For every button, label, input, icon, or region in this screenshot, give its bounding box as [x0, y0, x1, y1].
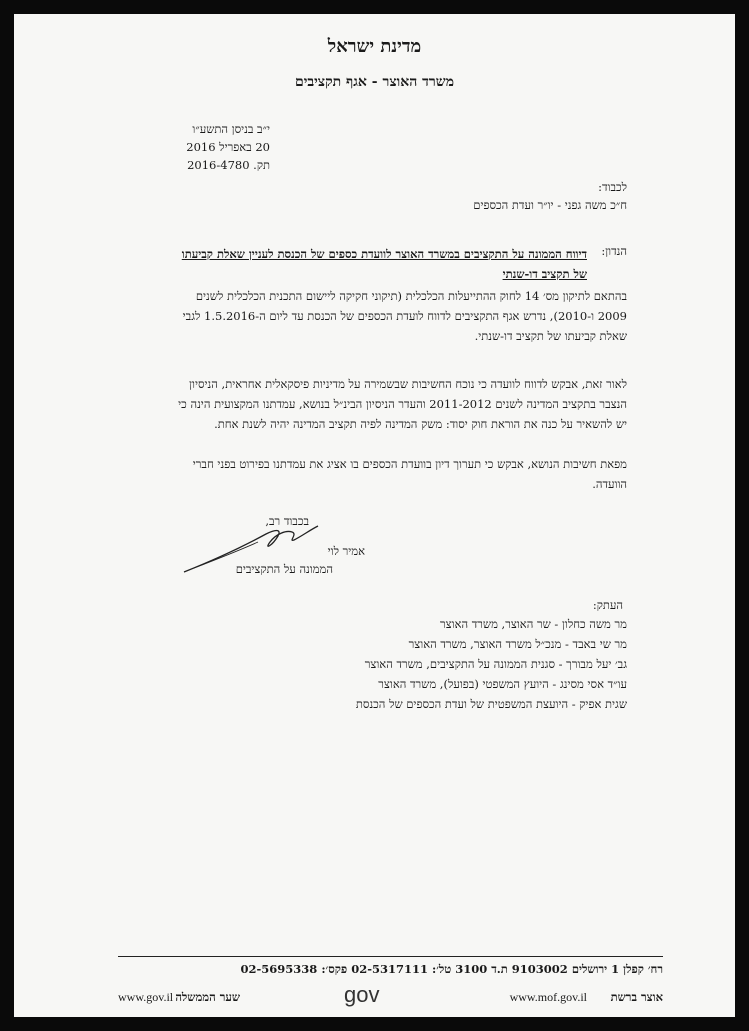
cc-item: מר משה כחלון - שר האוצר, משרד האוצר — [439, 617, 627, 631]
paragraph-1-line: בהתאם לתיקון מס׳ 14 לחוק ההתייעלות הכלכלית (תיקוני חקיקה ליישום התכנית הכלכלית לשנים — [195, 289, 627, 303]
paragraph-1 — [183, 286, 627, 346]
signer-name: אמיר לוי — [327, 544, 365, 558]
paragraph-2-line: לאור זאת, אבקש לדווח לוועדה כי נוכח החשיבות שבשמירה על מדיניות פיסקאלית אחראית, הניסיון — [189, 377, 627, 391]
paragraph-2 — [178, 374, 627, 434]
gregorian-date: 20 באפריל 2016 — [186, 140, 270, 154]
cc-item: מר שי באבד - מנכ״ל משרד האוצר, משרד האוצר — [408, 637, 627, 651]
paragraph-3-line: הוועדה. — [592, 477, 627, 491]
cc-list — [356, 614, 627, 714]
reference-number: תק. 2016-4780 — [187, 158, 270, 172]
subject-label: הנדון: — [601, 244, 627, 258]
letter-page — [14, 14, 735, 1017]
closing: בכבוד רב, — [265, 514, 309, 528]
paragraph-2-line: הנצבר בתקציב המדינה לשנים 2011-2012 והעדר הניסיון הבינ״ל בנושא, עמדתנו המקצועית הינה כי — [178, 397, 627, 411]
recipient-name: ח״כ משה גפני - יו״ר ועדת הכספים — [473, 198, 627, 212]
to-label: לכבוד: — [598, 180, 627, 194]
treasury-label: אוצר ברשת — [610, 990, 663, 1004]
paragraph-1-line: 2009 ו-2010), נדרש אגף התקציבים לדווח לועדת הכספים של הכנסת עד ליום ה-1.5.2016 לגבי — [182, 309, 627, 323]
signer-role: הממונה על התקציבים — [235, 562, 333, 576]
footer-divider — [118, 956, 663, 957]
paragraph-3-line: מפאת חשיבות הנושא, אבקש כי תערוך דיון בוועדת הכספים בו אציג את עמדתנו בפירוט בפני חברי — [192, 457, 627, 471]
cc-item: שגית אפיק - היועצת המשפטית של ועדת הכספים של הכנסת — [355, 697, 627, 711]
gov-portal-label: שער הממשלה — [175, 990, 240, 1004]
cc-item: עו״ד אסי מסינג - היועץ המשפטי (בפועל), משרד האוצר — [378, 677, 627, 691]
subject-line-2: של תקציב דו-שנתי — [502, 267, 587, 281]
cc-item: גב׳ יעל מבורך - סגנית הממונה על התקציבים, משרד האוצר — [364, 657, 627, 671]
ministry-heading: משרד האוצר - אגף תקציבים — [294, 74, 455, 90]
state-title: מדינת ישראל — [327, 36, 422, 57]
cc-label: העתק: — [592, 598, 623, 612]
paragraph-1-line: שאלת קביעתו של תקציב דו-שנתי. — [474, 329, 627, 343]
subject-line-1: דיווח הממונה על התקציבים במשרד האוצר לוועדת כספים של הכנסת לעניין שאלת קביעתו — [181, 247, 587, 261]
hebrew-date: י״ב בניסן התשע״ו — [192, 122, 270, 136]
footer-address: רח׳ קפלן 1 ירושלים 9103002 ת.ד 3100 טל׳: 02-5317111 פקס׳: 02-5695338 — [240, 962, 663, 976]
paragraph-3 — [193, 454, 627, 494]
gov-logo: gov — [344, 982, 380, 1007]
paragraph-2-line: יש להשאיר על כנה את הוראת חוק יסוד: משק המדינה לפיה תקציב המדינה יהיה לשנת אחת. — [214, 417, 627, 431]
gov-link[interactable]: www.gov.il — [118, 990, 174, 1004]
mof-link[interactable]: www.mof.gov.il — [509, 990, 587, 1004]
